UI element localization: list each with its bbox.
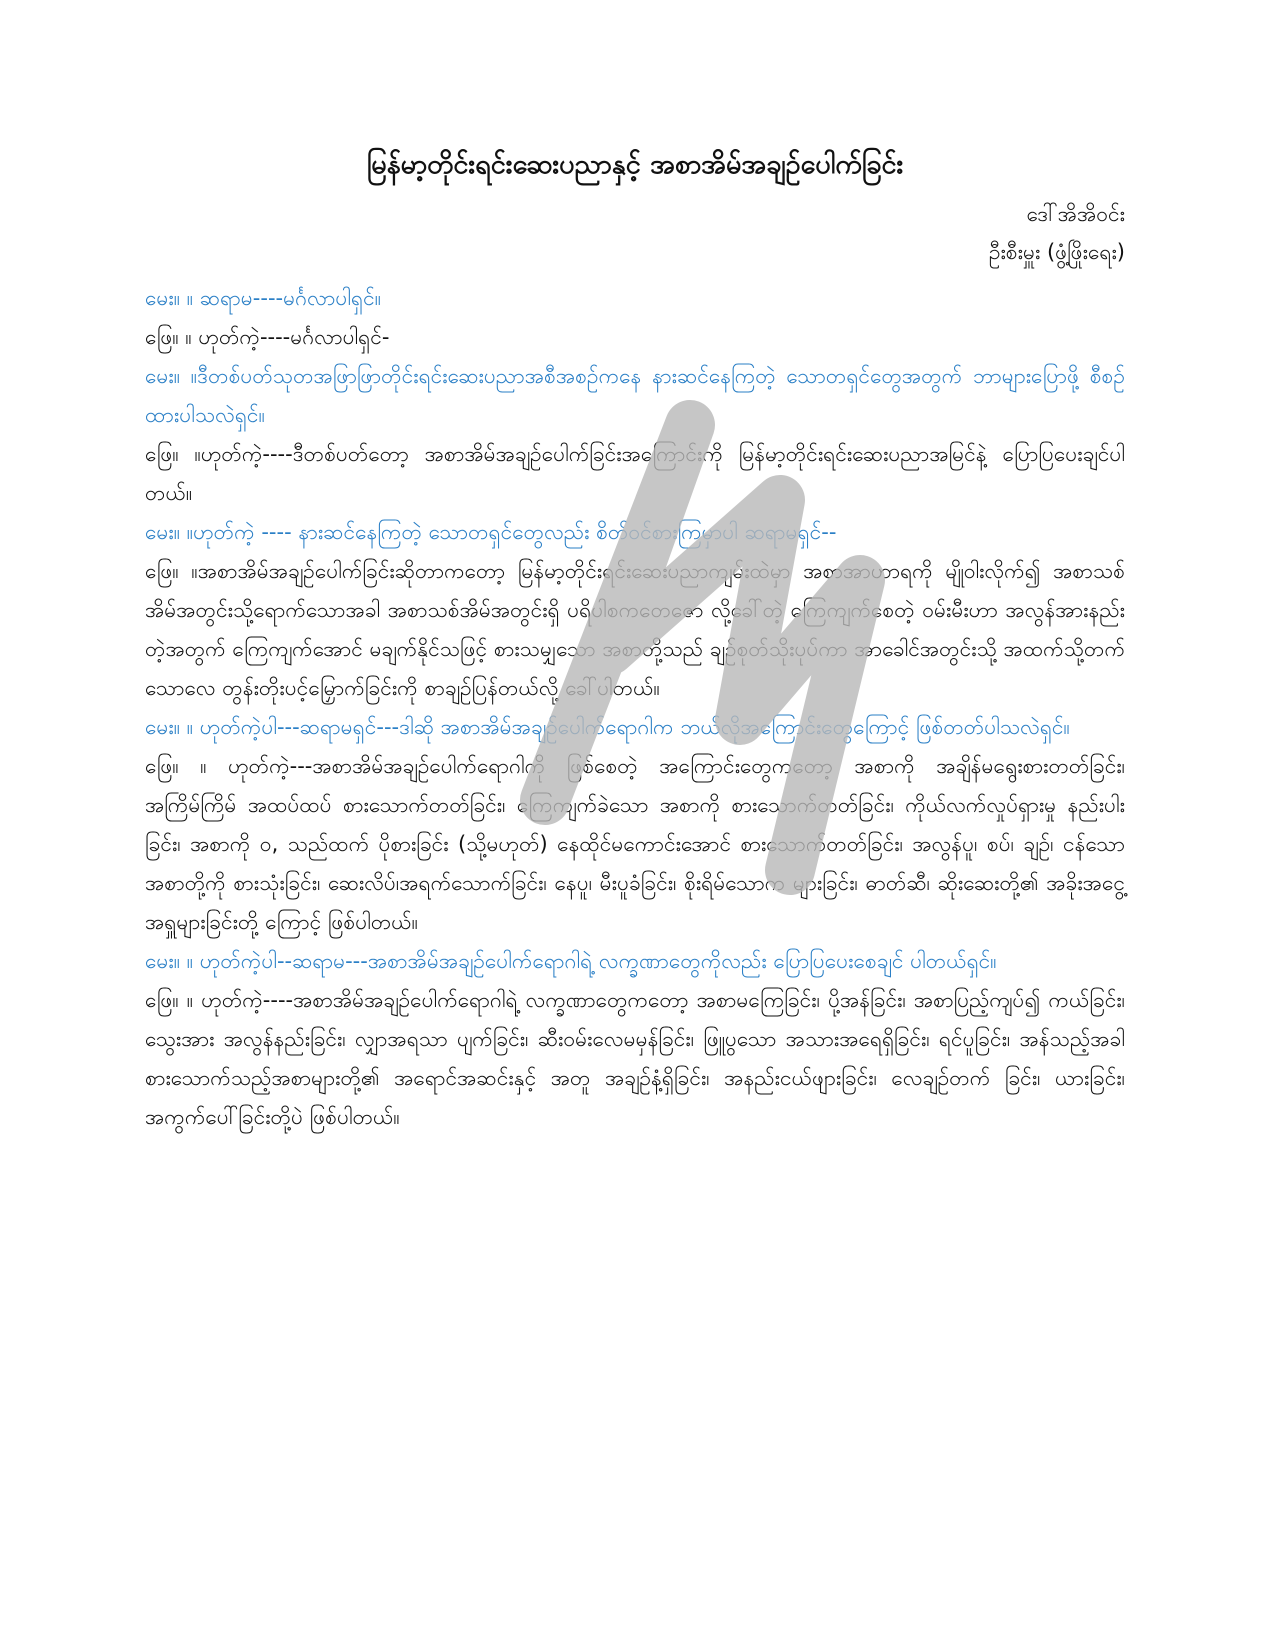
answer-3: ဖြေ။ ။အစာအိမ်အချဉ်ပေါက်ခြင်းဆိုတာကတော့ မြန်မာ့တိုင်းရင်းဆေးပညာကျမ်းထဲမှာ အစာအာဟာရကို မျိုဝါးလိုက်၍ အစာသစ်အိမ်အတွင်းသို့ရောက်သောအခါ အစာသစ်အိမ်အတွင်းရှိ ပရိပါစကတေဇော လို့ခေါ်တဲ့ ကြေကျက်စေတဲ့ ဝမ်းမီးဟာ အလွန်အားနည်းတဲ့အတွက် ကြေကျက်အောင် မချက်နိုင်သဖြင့် စားသမျှသော အစာတို့သည် ချဉ်စုတ်သိုးပုပ်ကာ အာခေါင်အတွင်းသို့ အထက်သို့တက်သောလေ တွန်းတိုးပင့်မြှောက်ခြင်းကို စာချဉ်ပြန်တယ်လို့ ခေါ်ပါတယ်။ <box>145 559 1125 700</box>
answer-2: ဖြေ။ ။ဟုတ်ကဲ့----ဒီတစ်ပတ်တော့ အစာအိမ်အချဉ်ပေါက်ခြင်းအကြောင်းကို မြန်မာ့တိုင်းရင်းဆေးပညာအမြင်နဲ့ ပြောပြပေးချင်ပါတယ်။ <box>145 442 1125 505</box>
question-3: မေး။ ။ဟုတ်ကဲ့ ---- နားဆင်နေကြတဲ့ သောတရှင်တွေလည်း စိတ်ဝင်စားကြမှာပါ ဆရာမရှင်-- <box>145 520 837 544</box>
question-1: မေး။ ။ ဆရာမ----မင်္ဂလာပါရှင်။ <box>145 286 382 310</box>
answer-1: ဖြေ။ ။ ဟုတ်ကဲ့----မင်္ဂလာပါရှင်- <box>145 325 390 349</box>
author-position: ဦးစီးမှူး (ဖွံ့ဖြိုးရေး) <box>988 240 1125 264</box>
document-page <box>145 145 1125 1137</box>
answer-5: ဖြေ။ ။ ဟုတ်ကဲ့----အစာအိမ်အချဉ်ပေါက်ရောဂါရဲ့ လက္ခဏာတွေကတော့ အစာမကြေခြင်း၊ ပို့အန်ခြင်း၊ အစာပြည့်ကျပ်၍ ကယ်ခြင်း၊ သွေးအား အလွန်နည်းခြင်း၊ လျှာအရသာ ပျက်ခြင်း၊ ဆီးဝမ်းလေမမှန်ခြင်း၊ ဖြူပွသော အသားအရေရှိခြင်း၊ ရင်ပူခြင်း၊ အန်သည့်အခါ စားသောက်သည့်အစာများတို့၏ အရောင်အဆင်းနှင့် အတူ အချဉ်နံ့ရှိခြင်း၊ အနည်းငယ်ဖျားခြင်း၊ လေချဉ်တက် ခြင်း၊ ယားခြင်း၊ အကွက်ပေါ်ခြင်းတို့ပဲ ဖြစ်ပါတယ်။ <box>145 988 1125 1129</box>
answer-4: ဖြေ။ ။ ဟုတ်ကဲ့---အစာအိမ်အချဉ်ပေါက်ရောဂါကို ဖြစ်စေတဲ့ အကြောင်းတွေကတော့ အစာကို အချိန်မရွေးစားတတ်ခြင်း၊ အကြိမ်ကြိမ် အထပ်ထပ် စားသောက်တတ်ခြင်း၊ ကြေကျက်ခဲသော အစာကို စားသောက်တတ်ခြင်း၊ ကိုယ်လက်လှုပ်ရှားမှု နည်းပါးခြင်း၊ အစာကို ဝ, သည်ထက် ပိုစားခြင်း (သို့မဟုတ်) နေထိုင်မကောင်းအောင် စားသောက်တတ်ခြင်း၊ အလွန်ပူ၊ စပ်၊ ချဉ်၊ ငန်သော အစာတို့ကို စားသုံးခြင်း၊ ဆေးလိပ်၊အရက်သောက်ခြင်း၊ နေပူ၊ မီးပူခံခြင်း၊ စိုးရိမ်သောက များခြင်း၊ ဓာတ်ဆီ၊ ဆိုးဆေးတို့၏ အခိုးအငွေ့ အရှူများခြင်းတို့ ကြောင့် ဖြစ်ပါတယ်။ <box>145 754 1125 934</box>
question-2: မေး။ ။ဒီတစ်ပတ်သုတအဖြာဖြာတိုင်းရင်းဆေးပညာအစီအစဉ်ကနေ နားဆင်နေကြတဲ့ သောတရှင်တွေအတွက် ဘာများပြောဖို့ စီစဉ်ထားပါသလဲရှင်။ <box>145 364 1125 427</box>
document-title: မြန်မာ့တိုင်းရင်းဆေးပညာနှင့် အစာအိမ်အချဉ်ပေါက်ခြင်း <box>366 149 904 180</box>
author-name: ဒေါ်အိအိဝင်း <box>1026 202 1125 226</box>
question-5: မေး။ ။ ဟုတ်ကဲ့ပါ--ဆရာမ---အစာအိမ်အချဉ်ပေါက်ရောဂါရဲ့ လက္ခဏာတွေကိုလည်း ပြောပြပေးစေချင် ပါတယ်ရှင်။ <box>145 949 997 973</box>
author-block <box>145 195 1125 271</box>
question-4: မေး။ ။ ဟုတ်ကဲ့ပါ---ဆရာမရှင်---ဒါဆို အစာအိမ်အချဉ်ပေါက်ရောဂါက ဘယ်လိုအကြောင်းတွေကြောင့် ဖြစ်တတ်ပါသလဲရှင်။ <box>145 715 1070 739</box>
